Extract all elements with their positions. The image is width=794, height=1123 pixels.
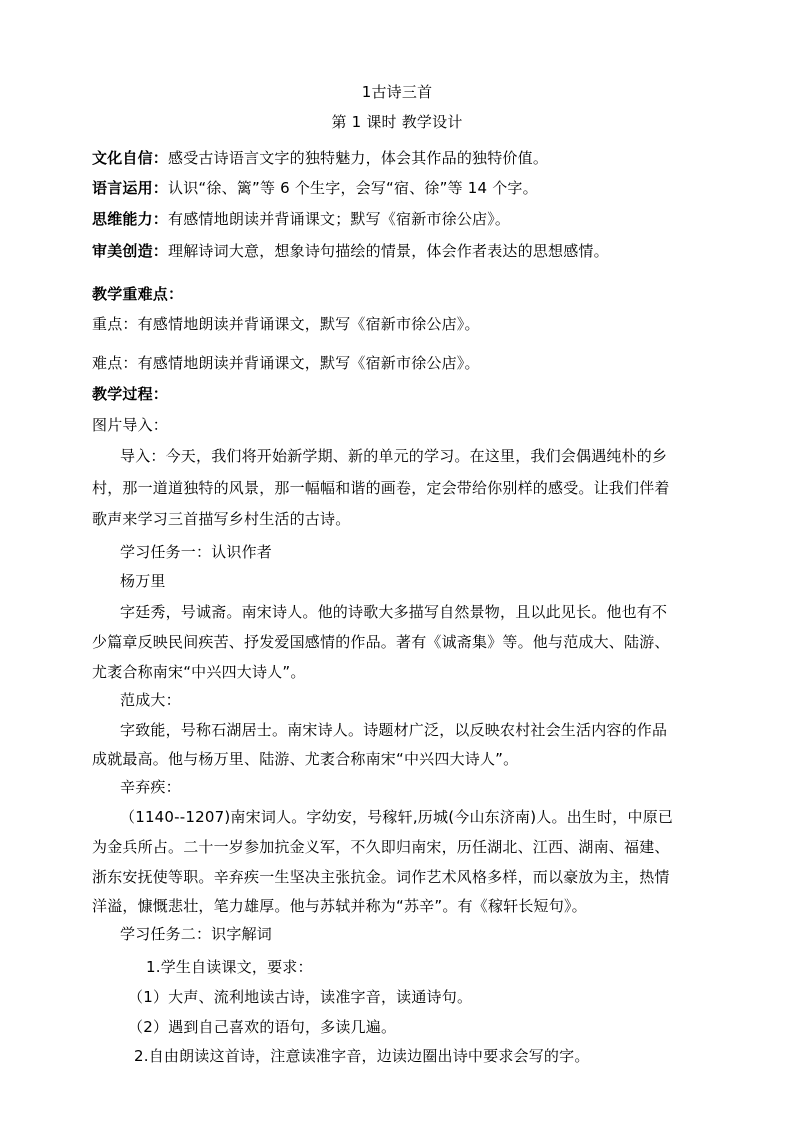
requirement-1: （1）大声、流利地读古诗，读准字音，读通诗句。 [128, 988, 473, 1006]
goal-text: 感受古诗语言文字的独特魅力，体会其作品的独特价值。 [168, 149, 549, 167]
author1-bio-line: 少篇章反映民间疾苦、抒发爱国感情的作品。著有《诚斋集》等。他与范成大、陆游、 [92, 633, 670, 651]
key-point: 重点：有感情地朗读并背诵课文，默写《宿新市徐公店》。 [92, 315, 480, 333]
goal-label: 文化自信： [92, 149, 169, 167]
goal-culture [92, 146, 712, 170]
author2-bio-line: 成就最高。他与杨万里、陆游、尤袤合称南宋“中兴四大诗人”。 [92, 750, 519, 768]
goal-text: 有感情地朗读并背诵课文；默写《宿新市徐公店》。 [168, 210, 511, 228]
author1-name: 杨万里 [120, 572, 166, 590]
author1-bio-line: 字廷秀，号诚斋。南宋诗人。他的诗歌大多描写自然景物，且以此见长。他也有不 [120, 603, 668, 621]
goal-aesthetic [92, 239, 712, 263]
step1-instruction: 1.学生自读课文，要求： [146, 958, 313, 976]
author3-name: 辛弃疾： [120, 778, 181, 796]
step2-instruction: 2.自由朗读这首诗，注意读准字音，边读边圈出诗中要求会写的字。 [134, 1047, 590, 1065]
process-heading: 教学过程： [92, 385, 169, 403]
task2-heading: 学习任务二：识字解词 [120, 925, 273, 943]
intro-paragraph-line: 导入：今天，我们将开始新学期、新的单元的学习。在这里，我们会偶遇纯朴的乡 [120, 447, 668, 465]
author3-bio-line: 洋溢，慷慨悲壮，笔力雄厚。他与苏轼并称为“苏辛”。有《稼轩长短句》。 [92, 897, 587, 915]
intro-label: 图片导入： [92, 416, 169, 434]
goal-language [92, 176, 712, 200]
author3-bio-line: （1140--1207)南宋词人。字幼安，号稼轩,历城(今山东济南)人。出生时，中原已 [120, 808, 674, 826]
goal-thinking [92, 207, 712, 231]
difficult-point: 难点：有感情地朗读并背诵课文，默写《宿新市徐公店》。 [92, 354, 480, 372]
requirement-2: （2）遇到自己喜欢的语句，多读几遍。 [128, 1018, 397, 1036]
goal-label: 审美创造： [92, 242, 169, 260]
goal-label: 语言运用： [92, 179, 169, 197]
key-difficulty-heading: 教学重难点： [92, 285, 184, 303]
author2-name: 范成大： [120, 691, 181, 709]
doc-subtitle: 第 1 课时 教学设计 [331, 113, 463, 131]
doc-title: 1古诗三首 [361, 83, 433, 101]
goal-text: 认识“徐、篱”等 6 个生字，会写“宿、徐”等 14 个字。 [168, 179, 538, 197]
intro-paragraph-line: 歌声来学习三首描写乡村生活的古诗。 [92, 510, 351, 528]
author3-bio-line: 浙东安抚使等职。辛弃疾一生坚决主张抗金。词作艺术风格多样，而以豪放为主，热情 [92, 868, 670, 886]
goal-text: 理解诗词大意，想象诗句描绘的情景，体会作者表达的思想感情。 [168, 242, 609, 260]
goal-label: 思维能力： [92, 210, 169, 228]
author1-bio-line: 尤袤合称南宋“中兴四大诗人”。 [92, 663, 306, 681]
intro-paragraph-line: 村，那一道道独特的风景，那一幅幅和谐的画卷，定会带给你别样的感受。让我们伴着 [92, 479, 670, 497]
task1-heading: 学习任务一：认识作者 [120, 543, 273, 561]
author2-bio-line: 字致能，号称石湖居士。南宋诗人。诗题材广泛，以反映农村社会生活内容的作品 [120, 721, 668, 739]
author3-bio-line: 为金兵所占。二十一岁参加抗金义军，不久即归南宋，历任湖北、江西、湖南、福建、 [92, 838, 670, 856]
